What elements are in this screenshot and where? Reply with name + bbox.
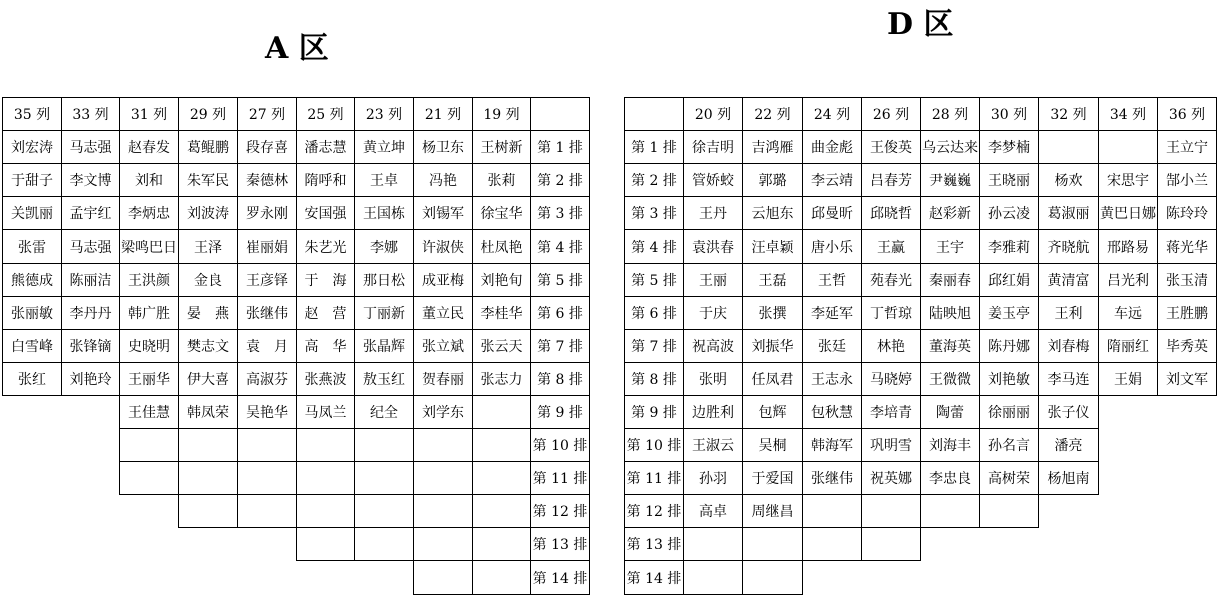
zone-d-seat-cell: 刘春梅 xyxy=(1038,329,1098,362)
zone-d-seat-cell: 韩海军 xyxy=(802,428,861,461)
zone-a-seat-cell xyxy=(354,461,413,494)
zone-a-seat-cell: 张继伟 xyxy=(237,296,296,329)
zone-a-seat-cell: 王丽华 xyxy=(119,362,178,395)
zone-d-seat-cell: 张廷 xyxy=(802,329,861,362)
zone-d-seat-cell xyxy=(1098,130,1157,163)
zone-a-row-header: 第 2 排 xyxy=(530,163,590,196)
zone-a-seat-cell: 高淑芬 xyxy=(237,362,296,395)
zone-d-row-header: 第 7 排 xyxy=(624,329,683,362)
zone-d-seat-cell: 车远 xyxy=(1098,296,1157,329)
zone-a-seat-cell xyxy=(178,494,237,528)
zone-a-seat-cell: 丁丽新 xyxy=(354,296,413,329)
zone-a-seat-cell xyxy=(413,494,472,527)
zone-a-seat-cell: 熊德成 xyxy=(2,263,61,296)
zone-d-row-header: 第 1 排 xyxy=(624,130,683,163)
zone-a-seat-cell: 董立民 xyxy=(413,296,472,329)
zone-d-seat-cell: 孙云凌 xyxy=(979,196,1038,229)
zone-d-seat-cell: 葛淑丽 xyxy=(1038,196,1098,229)
zone-a-seat-cell: 于甜子 xyxy=(2,163,61,196)
zone-a-column-header: 27 列 xyxy=(237,97,296,130)
zone-d-seat-cell: 赵彩新 xyxy=(920,196,979,229)
zone-d-seat-cell: 吴桐 xyxy=(742,428,802,461)
zone-d-seat-cell: 董海英 xyxy=(920,329,979,362)
zone-d-column-header: 24 列 xyxy=(802,97,861,130)
zone-d-seat-cell: 吉鸿雁 xyxy=(742,130,802,163)
zone-a-column-header: 29 列 xyxy=(178,97,237,130)
zone-d-seat-cell: 陈玲玲 xyxy=(1157,196,1217,229)
zone-d-row-header: 第 9 排 xyxy=(624,395,683,428)
zone-a-seat-cell: 贺春丽 xyxy=(413,362,472,395)
zone-d-seat-cell: 秦丽春 xyxy=(920,263,979,296)
zone-a-seat-cell: 韩广胜 xyxy=(119,296,178,329)
zone-a-seat-cell: 马志强 xyxy=(61,229,119,263)
zone-a-seat-cell xyxy=(119,428,178,461)
zone-d-seat-cell: 王宇 xyxy=(920,229,979,263)
zone-d-seat-cell: 张明 xyxy=(683,362,742,395)
zone-a-seat-cell: 张燕波 xyxy=(296,362,354,395)
zone-d-column-header xyxy=(624,97,683,130)
zone-a-seat-cell: 张莉 xyxy=(472,163,530,196)
zone-d-seat-cell: 马晓婷 xyxy=(861,362,920,395)
zone-d-seat-cell: 巩明雪 xyxy=(861,428,920,461)
zone-a-seat-cell xyxy=(413,461,472,494)
zone-d-seat-cell xyxy=(802,527,861,561)
zone-a-seat-cell: 关凯丽 xyxy=(2,196,61,229)
zone-a-seat-cell: 敖玉红 xyxy=(354,362,413,395)
zone-a-seat-cell: 成亚梅 xyxy=(413,263,472,296)
zone-d-seat-cell: 管娇蛟 xyxy=(683,163,742,196)
zone-a-column-header: 33 列 xyxy=(61,97,119,130)
zone-a-seat-cell: 刘艳玲 xyxy=(61,362,119,396)
zone-a-seat-cell: 黄立坤 xyxy=(354,130,413,163)
zone-a-seat-cell: 金良 xyxy=(178,263,237,296)
zone-a-seat-cell: 王彦铎 xyxy=(237,263,296,296)
zone-d-seat-cell: 周继昌 xyxy=(742,494,802,527)
zone-a-seat-cell: 梁鸣巴日 xyxy=(119,229,178,263)
zone-a-column-header xyxy=(530,97,590,130)
zone-d-seat-cell: 黄巴日娜 xyxy=(1098,196,1157,229)
zone-a-seat-cell: 李丹丹 xyxy=(61,296,119,329)
zone-a-row-header: 第 6 排 xyxy=(530,296,590,329)
zone-a-seat-cell xyxy=(237,494,296,528)
zone-d-seat-cell: 李雅莉 xyxy=(979,229,1038,263)
zone-a-seat-cell: 赵春发 xyxy=(119,130,178,163)
zone-a-seat-cell: 杨卫东 xyxy=(413,130,472,163)
zone-d-seat-cell: 张子仪 xyxy=(1038,395,1099,428)
zone-d-column-header: 20 列 xyxy=(683,97,742,130)
zone-d-seat-cell: 王赢 xyxy=(861,229,920,263)
zone-a-seat-cell xyxy=(296,428,354,461)
zone-a-seat-cell: 王佳慧 xyxy=(119,395,178,428)
zone-d-seat-cell: 黄清富 xyxy=(1038,263,1098,296)
zone-d-seat-cell: 徐吉明 xyxy=(683,130,742,163)
zone-d-seat-cell: 郜小兰 xyxy=(1157,163,1217,196)
zone-a-row-header: 第 1 排 xyxy=(530,130,590,163)
zone-a-seat-cell xyxy=(413,560,472,595)
zone-d-seat-cell: 张继伟 xyxy=(802,461,861,494)
zone-a-row-header: 第 3 排 xyxy=(530,196,590,229)
zone-a-seat-cell: 于 海 xyxy=(296,263,354,296)
zone-d-seat-cell: 袁洪春 xyxy=(683,229,742,263)
zone-d-seat-cell xyxy=(861,494,920,527)
zone-a-row-header: 第 11 排 xyxy=(530,461,590,494)
zone-a-seat-cell: 张丽敏 xyxy=(2,296,61,329)
zone-d-seat-cell: 邱曼昕 xyxy=(802,196,861,229)
zone-d-seat-cell xyxy=(861,527,921,561)
zone-d-seat-cell: 李延军 xyxy=(802,296,861,329)
zone-d-seat-cell: 隋丽红 xyxy=(1098,329,1157,362)
zone-d-row-header: 第 2 排 xyxy=(624,163,683,196)
zone-a-seat-cell xyxy=(354,527,413,561)
zone-a-seat-cell: 秦德林 xyxy=(237,163,296,196)
zone-d-seat-cell: 祝英娜 xyxy=(861,461,920,494)
zone-d-seat-cell: 宋思宇 xyxy=(1098,163,1157,196)
zone-d-row-header: 第 8 排 xyxy=(624,362,683,395)
zone-a-seat-cell: 李炳忠 xyxy=(119,196,178,229)
zone-a-seat-cell: 王卓 xyxy=(354,163,413,196)
zone-a-seat-cell: 那日松 xyxy=(354,263,413,296)
zone-d-seat-cell: 汪卓颖 xyxy=(742,229,802,263)
zone-a-seat-cell: 罗永刚 xyxy=(237,196,296,229)
zone-d-title: D 区 xyxy=(887,7,954,42)
zone-d-seat-cell: 王胜鹏 xyxy=(1157,296,1217,329)
zone-a-seat-cell xyxy=(472,527,530,560)
zone-d-seat-cell: 吕光利 xyxy=(1098,263,1157,296)
zone-d-column-header: 28 列 xyxy=(920,97,979,130)
zone-a-seat-cell: 马凤兰 xyxy=(296,395,354,428)
zone-a-seat-cell: 安国强 xyxy=(296,196,354,229)
zone-d-seat-cell: 陶蕾 xyxy=(920,395,979,428)
zone-a-seat-cell: 朱军民 xyxy=(178,163,237,196)
zone-a-seat-cell: 刘和 xyxy=(119,163,178,196)
zone-d-seat-cell: 刘振华 xyxy=(742,329,802,362)
zone-d-seat-cell: 丁哲琼 xyxy=(861,296,920,329)
zone-a-seat-cell: 刘艳旬 xyxy=(472,263,530,296)
zone-d-seat-cell xyxy=(920,494,979,528)
zone-d-column-header: 36 列 xyxy=(1157,97,1217,130)
zone-d-seat-cell: 王丹 xyxy=(683,196,742,229)
zone-a-seat-cell: 赵 营 xyxy=(296,296,354,329)
zone-d-seat-cell: 王利 xyxy=(1038,296,1098,329)
zone-d-seat-cell: 任凤君 xyxy=(742,362,802,395)
zone-a-seat-cell: 高 华 xyxy=(296,329,354,362)
zone-a-seat-cell: 孟宇红 xyxy=(61,196,119,229)
zone-a-seat-cell xyxy=(178,428,237,461)
zone-a-seat-cell: 伊大喜 xyxy=(178,362,237,395)
zone-a-seat-cell: 晏 燕 xyxy=(178,296,237,329)
zone-a-seat-cell: 李文博 xyxy=(61,163,119,196)
zone-d-seat-cell: 李梦楠 xyxy=(979,130,1038,163)
zone-a-seat-cell: 王泽 xyxy=(178,229,237,263)
zone-d-seat-cell: 王娟 xyxy=(1098,362,1157,396)
zone-d-seat-cell: 陈丹娜 xyxy=(979,329,1038,362)
zone-a-seat-cell xyxy=(119,461,178,495)
zone-d-seat-cell xyxy=(1038,130,1098,163)
zone-a-seat-cell: 张立斌 xyxy=(413,329,472,362)
zone-d-row-header: 第 14 排 xyxy=(624,560,683,595)
zone-a-seat-cell: 袁 月 xyxy=(237,329,296,362)
zone-d-row-header: 第 12 排 xyxy=(624,494,683,527)
zone-a-seat-cell: 马志强 xyxy=(61,130,119,163)
zone-d-column-header: 32 列 xyxy=(1038,97,1098,130)
zone-a-seat-cell: 王洪颜 xyxy=(119,263,178,296)
zone-d-seat-cell: 曲金彪 xyxy=(802,130,861,163)
zone-d-column-header: 34 列 xyxy=(1098,97,1157,130)
zone-d-seat-cell: 郭璐 xyxy=(742,163,802,196)
zone-d-seat-cell: 杨欢 xyxy=(1038,163,1098,196)
zone-d-row-header: 第 6 排 xyxy=(624,296,683,329)
zone-d-column-header: 26 列 xyxy=(861,97,920,130)
zone-d-row-header: 第 5 排 xyxy=(624,263,683,296)
zone-d-seat-cell: 王志永 xyxy=(802,362,861,395)
zone-a-seat-cell xyxy=(472,560,530,595)
zone-d-seat-cell: 张玉清 xyxy=(1157,263,1217,296)
zone-a-seat-cell xyxy=(472,395,530,428)
zone-a-column-header: 31 列 xyxy=(119,97,178,130)
zone-d-seat-cell: 邱红娟 xyxy=(979,263,1038,296)
zone-a-seat-cell xyxy=(354,428,413,461)
zone-d-seat-cell: 云旭东 xyxy=(742,196,802,229)
zone-d-seat-cell: 吕春芳 xyxy=(861,163,920,196)
zone-d-seat-cell: 邱晓哲 xyxy=(861,196,920,229)
zone-a-seat-cell: 韩凤荣 xyxy=(178,395,237,428)
zone-d-row-header: 第 4 排 xyxy=(624,229,683,263)
zone-d-seat-cell: 杨旭南 xyxy=(1038,461,1099,495)
zone-a-seat-cell: 吴艳华 xyxy=(237,395,296,428)
zone-d-seat-cell: 王丽 xyxy=(683,263,742,296)
zone-a-row-header: 第 7 排 xyxy=(530,329,590,362)
zone-a-seat-cell: 徐宝华 xyxy=(472,196,530,229)
zone-d-seat-cell: 李云靖 xyxy=(802,163,861,196)
zone-d-seat-cell: 王磊 xyxy=(742,263,802,296)
zone-d-seat-cell: 苑春光 xyxy=(861,263,920,296)
zone-a-seat-cell xyxy=(413,428,472,461)
zone-a-seat-cell: 张云天 xyxy=(472,329,530,362)
zone-a-row-header: 第 13 排 xyxy=(530,527,590,560)
zone-a-seat-cell: 张红 xyxy=(2,362,61,396)
zone-a-seat-cell: 白雪峰 xyxy=(2,329,61,362)
zone-d-seat-cell xyxy=(742,560,803,595)
zone-d-seat-cell: 齐晓航 xyxy=(1038,229,1098,263)
zone-a-seat-cell: 刘波涛 xyxy=(178,196,237,229)
zone-d-seat-cell xyxy=(742,527,802,560)
zone-d-seat-cell: 李马连 xyxy=(1038,362,1098,395)
zone-a-row-header: 第 14 排 xyxy=(530,560,590,595)
zone-a-seat-cell: 李桂华 xyxy=(472,296,530,329)
zone-d-column-header: 30 列 xyxy=(979,97,1038,130)
zone-d-seat-cell: 包秋慧 xyxy=(802,395,861,428)
zone-a-seat-cell: 王国栋 xyxy=(354,196,413,229)
zone-d-seat-cell: 毕秀英 xyxy=(1157,329,1217,362)
zone-d-seat-cell xyxy=(802,494,861,527)
zone-a-seat-cell xyxy=(237,428,296,461)
zone-d-seat-cell: 姜玉亭 xyxy=(979,296,1038,329)
zone-d-seat-cell: 尹巍巍 xyxy=(920,163,979,196)
zone-d-seat-cell: 王晓丽 xyxy=(979,163,1038,196)
zone-a-seat-cell: 纪全 xyxy=(354,395,413,428)
zone-a-seat-cell xyxy=(472,428,530,461)
zone-d-row-header: 第 11 排 xyxy=(624,461,683,494)
zone-d-seat-cell: 王淑云 xyxy=(683,428,742,461)
zone-d-row-header: 第 3 排 xyxy=(624,196,683,229)
zone-a-seat-cell xyxy=(237,461,296,494)
zone-d-seat-cell: 陆映旭 xyxy=(920,296,979,329)
zone-a-seat-cell: 张晶辉 xyxy=(354,329,413,362)
zone-d-seat-cell: 高卓 xyxy=(683,494,742,527)
zone-a-seat-cell: 陈丽洁 xyxy=(61,263,119,296)
zone-a-seat-cell xyxy=(472,494,530,527)
zone-a-seat-cell: 王树新 xyxy=(472,130,530,163)
zone-a-column-header: 21 列 xyxy=(413,97,472,130)
zone-d-seat-cell: 刘艳敏 xyxy=(979,362,1038,395)
zone-a-seat-cell: 段存喜 xyxy=(237,130,296,163)
zone-d-seat-cell: 潘亮 xyxy=(1038,428,1099,461)
zone-d-seat-cell: 乌云达来 xyxy=(920,130,979,163)
zone-a-column-header: 19 列 xyxy=(472,97,530,130)
zone-a-title: A 区 xyxy=(265,31,329,66)
zone-d-seat-cell: 边胜利 xyxy=(683,395,742,428)
zone-a-seat-cell: 冯艳 xyxy=(413,163,472,196)
zone-d-seat-cell: 唐小乐 xyxy=(802,229,861,263)
zone-d-seat-cell: 祝高波 xyxy=(683,329,742,362)
zone-d-seat-cell: 李忠良 xyxy=(920,461,979,494)
zone-d-seat-cell: 蒋光华 xyxy=(1157,229,1217,263)
zone-d-seat-cell: 李培青 xyxy=(861,395,920,428)
zone-a-seat-cell xyxy=(472,461,530,494)
zone-d-seat-cell: 徐丽丽 xyxy=(979,395,1038,428)
zone-a-column-header: 23 列 xyxy=(354,97,413,130)
zone-a-seat-cell: 李娜 xyxy=(354,229,413,263)
zone-d-seat-cell: 于爱国 xyxy=(742,461,802,494)
zone-d-seat-cell: 林艳 xyxy=(861,329,920,362)
zone-d-seat-cell: 高树荣 xyxy=(979,461,1038,494)
zone-a-row-header: 第 10 排 xyxy=(530,428,590,461)
zone-a-seat-cell xyxy=(296,494,354,527)
zone-a-seat-cell: 许淑侠 xyxy=(413,229,472,263)
zone-a-seat-cell xyxy=(296,461,354,494)
zone-a-seat-cell: 刘宏涛 xyxy=(2,130,61,163)
zone-a-seat-cell: 张锋镝 xyxy=(61,329,119,362)
zone-d-seat-cell xyxy=(683,560,742,595)
zone-a-seat-cell xyxy=(178,461,237,494)
zone-d-seat-cell xyxy=(683,527,742,560)
zone-d-seat-cell: 王微微 xyxy=(920,362,979,395)
zone-a-seat-cell xyxy=(354,494,413,527)
zone-a-seat-cell xyxy=(413,527,472,560)
zone-d-seat-cell: 王哲 xyxy=(802,263,861,296)
zone-a-row-header: 第 12 排 xyxy=(530,494,590,527)
zone-a-row-header: 第 5 排 xyxy=(530,263,590,296)
zone-d-seat-cell: 王俊英 xyxy=(861,130,920,163)
zone-d-seat-cell: 邢路易 xyxy=(1098,229,1157,263)
zone-a-seat-cell: 崔丽娟 xyxy=(237,229,296,263)
zone-a-seat-cell: 朱艺光 xyxy=(296,229,354,263)
zone-a-seat-cell: 刘学东 xyxy=(413,395,472,428)
zone-a-seat-cell: 杜凤艳 xyxy=(472,229,530,263)
zone-d-column-header: 22 列 xyxy=(742,97,802,130)
zone-a-seat-cell: 张志力 xyxy=(472,362,530,395)
zone-d-seat-cell: 于庆 xyxy=(683,296,742,329)
zone-d-seat-cell: 刘海丰 xyxy=(920,428,979,461)
zone-a-seat-cell: 刘锡军 xyxy=(413,196,472,229)
zone-d-seat-cell: 王立宁 xyxy=(1157,130,1217,163)
zone-d-seat-cell: 包辉 xyxy=(742,395,802,428)
zone-d-seat-cell: 刘文军 xyxy=(1157,362,1217,396)
zone-d-seat-cell xyxy=(979,494,1039,528)
zone-a-row-header: 第 4 排 xyxy=(530,229,590,263)
zone-a-seat-cell xyxy=(296,527,354,561)
zone-d-seat-cell: 孙羽 xyxy=(683,461,742,494)
zone-a-seat-cell: 潘志慧 xyxy=(296,130,354,163)
zone-a-row-header: 第 9 排 xyxy=(530,395,590,428)
zone-a-column-header: 25 列 xyxy=(296,97,354,130)
zone-d-seat-cell: 张撰 xyxy=(742,296,802,329)
zone-a-seat-cell: 隋呼和 xyxy=(296,163,354,196)
zone-d-row-header: 第 10 排 xyxy=(624,428,683,461)
zone-a-row-header: 第 8 排 xyxy=(530,362,590,395)
zone-a-seat-cell: 张雷 xyxy=(2,229,61,263)
zone-d-seat-cell: 孙名言 xyxy=(979,428,1038,461)
zone-a-column-header: 35 列 xyxy=(2,97,61,130)
zone-a-seat-cell: 樊志文 xyxy=(178,329,237,362)
zone-a-seat-cell: 葛鲲鹏 xyxy=(178,130,237,163)
zone-a-seat-cell: 史晓明 xyxy=(119,329,178,362)
zone-d-row-header: 第 13 排 xyxy=(624,527,683,560)
